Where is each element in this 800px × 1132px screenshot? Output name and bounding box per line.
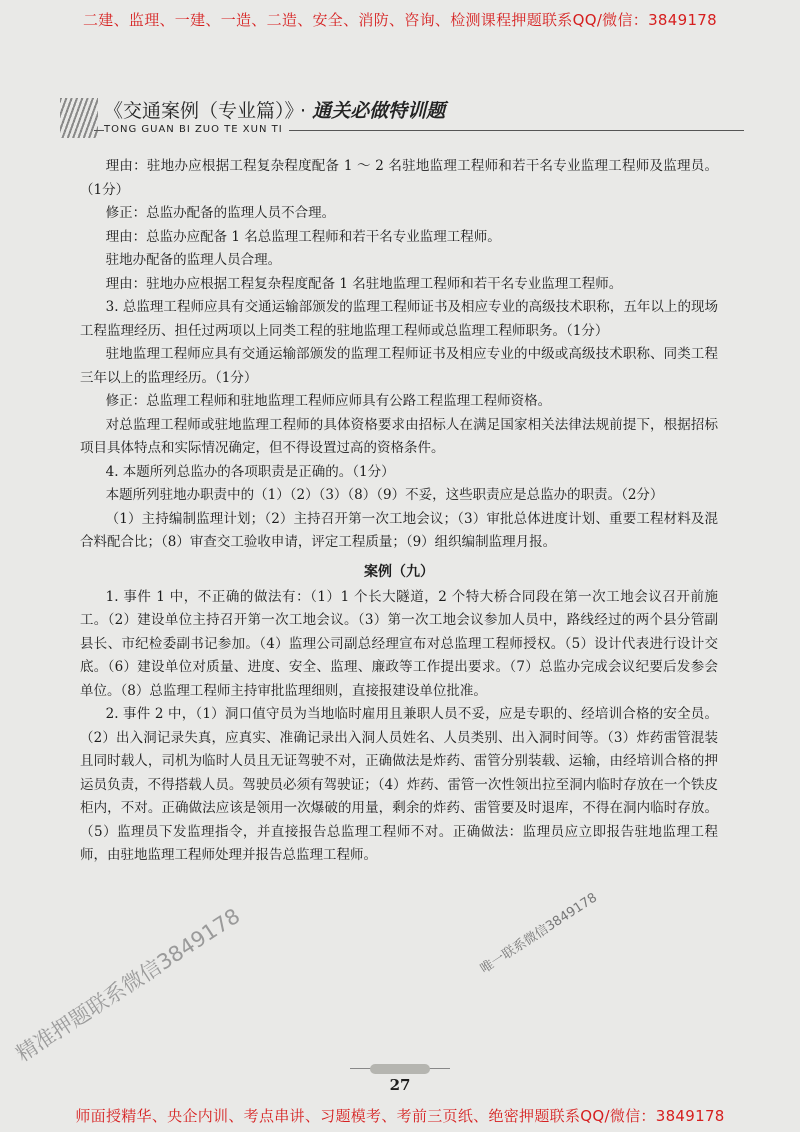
paragraph: 1. 事件 1 中，不正确的做法有：（1）1 个长大隧道，2 个特大桥合同段在第一次工地会议召开前施工。（2）建设单位主持召开第一次工地会议。（3）第一次工地会议参加人员中，路线经过的两个县分管副县长、市纪检委副书记参加。（4）监理公司副总经理宣布对总监理工程师授权。（5）设计代表进行设计交底。（6）建设单位对质量、进度、安全、监理、廉政等工作提出要求。（7）总监办完成会议纪要后发参会单位。（8）总监理工程师主持审批监理细则，直接报建设单位批准。 [80,588,718,699]
paragraph: 2. 事件 2 中，（1）洞口值守员为当地临时雇用且兼职人员不妥，应是专职的、经培训合格的安全员。（2）出入洞记录失真，应真实、准确记录出入洞人员姓名、人员类别、出入洞时间等。（3）炸药雷管混装且同时载人，司机为临时人员且无证驾驶不对，正确做法是炸药、雷管分别装载、运输，由经培训合格的押运员负责，不得搭载人员。驾驶员必须有驾驶证；（4）炸药、雷管一次性领出拉至洞内临时存放在一个铁皮柜内，不对。正确做法应该是领用一次爆破的用量，剩余的炸药、雷管要及时退库，不得在洞内临时存放。（5）监理员下发监理指令，并直接报告总监理工程师不对。正确做法：监理员应立即报告驻地监理工程师，由驻地监理工程师处理并报告总监理工程师。 [80,706,718,863]
paragraph: 本题所列驻地办职责中的（1）（2）（3）（8）（9）不妥，这些职责应是总监办的职责。（2分） [105,487,664,503]
watermark-diagonal-small: 唯一联系微信3849178 [477,890,600,977]
running-header [60,96,760,146]
paragraph: 理由：驻地办应根据工程复杂程度配备 1 ～ 2 名驻地监理工程师和若干名专业监理工程师及监理员。（1分） [80,158,718,198]
promo-banner-bottom: 师面授精华、央企内训、考点串讲、习题模考、考前三页纸、绝密押题联系QQ/微信：3849178 [75,1107,725,1125]
paragraph: 理由：驻地办应根据工程复杂程度配备 1 名驻地监理工程师和若干名专业监理工程师。 [105,275,623,292]
book-subtitle: 通关必做特训题 [312,100,446,122]
paragraph: 理由：总监办应配备 1 名总监理工程师和若干名专业监理工程师。 [105,228,501,245]
paragraph: 驻地监理工程师应具有交通运输部颁发的监理工程师证书及相应专业的中级或高级技术职称、同类工程三年以上的监理经历。（1分） [80,346,718,386]
paragraph: 驻地办配备的监理人员合理。 [105,252,282,268]
book-title [104,96,445,123]
paragraph: 3. 总监理工程师应具有交通运输部颁发的监理工程师证书及相应专业的高级技术职称，五年以上的现场工程监理经历、担任过两项以上同类工程的驻地监理工程师或总监理工程师职务。（1分） [80,299,718,339]
book-title-text: 《交通案例（专业篇）》 [104,100,295,122]
paragraph: 修正：总监理工程师和驻地监理工程师应师具有公路工程监理工程师资格。 [105,393,552,409]
paragraph: 修正：总监办配备的监理人员不合理。 [105,205,336,221]
footer-ornament-pill [370,1064,430,1074]
case-heading: 案例（九） [364,563,434,580]
paragraph: 4. 本题所列总监办的各项职责是正确的。（1分） [105,463,395,480]
page-number: 27 [389,1076,411,1094]
title-separator: · [300,100,307,122]
paragraph: （1）主持编制监理计划；（2）主持召开第一次工地会议；（3）审批总体进度计划、重要工程材料及混合料配合比；（8）审查交工验收申请，评定工程质量；（9）组织编制监理月报。 [80,510,718,550]
header-stripes-decoration [60,98,98,138]
page-body [80,155,718,868]
paragraph: 对总监理工程师或驻地监理工程师的具体资格要求由招标人在满足国家相关法律法规前提下，根据招标项目具体特点和实际情况确定，但不得设置过高的资格条件。 [80,416,718,456]
promo-banner-top: 二建、监理、一建、一造、二造、安全、消防、咨询、检测课程押题联系QQ/微信：3849178 [83,11,717,29]
watermark-diagonal: 精准押题联系微信3849178 [11,903,245,1067]
header-pinyin: TONG GUAN BI ZUO TE XUN TI [104,124,289,135]
footer-ornament [350,1062,450,1076]
